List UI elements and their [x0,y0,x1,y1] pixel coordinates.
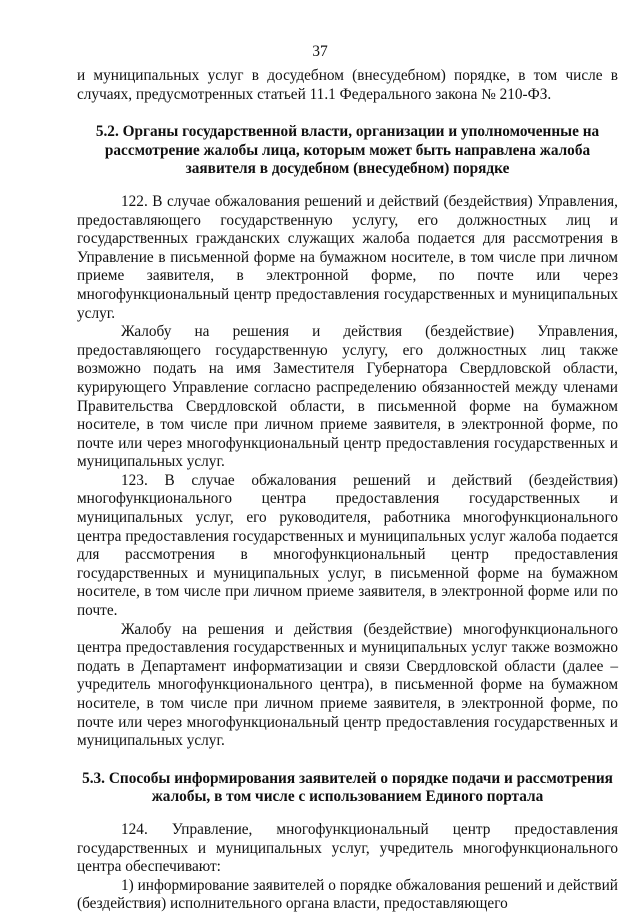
intro-paragraph: и муниципальных услуг в досудебном (внесудебном) порядке, в том числе в случаях, предусмотренных статьей 11.1 Федерального закона № 210-ФЗ. [77,67,618,103]
spacer [77,751,618,770]
spacer [77,104,618,123]
section-heading-5-2: 5.2. Органы государственной власти, организации и уполномоченные на рассмотрение жалобы лица, которым может быть направлена жалоба заявителя в досудебном (внесудебном) порядке [95,123,600,178]
document-body [77,67,618,914]
page-number: 37 [312,43,328,60]
section-heading-5-3: 5.3. Способы информирования заявителей о порядке подачи и рассмотрения жалобы, в том числе с использованием Единого портала [82,769,613,806]
paragraph-124-item-1: 1) информирование заявителей о порядке обжалования решений и действий (бездействия) исполнительного органа власти, предоставляющего [77,876,618,913]
paragraph-122-complaint: Жалобу на решения и действия (бездействие) Управления, предоставляющего государственную услугу, его должностных лиц также возможно подать на имя Заместителя Губернатора Свердловской области, курирующего Управление согласно распределению обязанностей между членами Правительства Свердловской области, в письменной форме на бумажном носителе, в том числе при личном приеме заявителя, в электронной форме, по почте или через многофункциональный центр предоставления государственных и муниципальных услуг. [77,323,618,471]
spacer [77,179,618,193]
paragraph-123: 123. В случае обжалования решений и действий (бездействия) многофункционального центра предоставления государственных и муниципальных услуг, его руководителя, работника многофункционального центра предоставления государственных и муниципальных услуг жалоба подается для рассмотрения в многофункциональный центр предоставления государственных и муниципальных услуг, в письменной форме на бумажном носителе, в том числе при личном приеме заявителя, в электронной форме или по почте. [77,471,618,620]
paragraph-123-complaint: Жалобу на решения и действия (бездействие) многофункционального центра предоставления государственных и муниципальных услуг также возможно подать в Департамент информатизации и связи Свердловской области (далее – учредитель многофункционального центра), в письменной форме на бумажном носителе, в том числе при личном приеме заявителя, в электронной форме, по почте или через многофункциональный центр предоставления государственных и муниципальных услуг. [77,620,618,750]
paragraph-122: 122. В случае обжалования решений и действий (бездействия) Управления, предоставляющего государственную услугу, его должностных лиц и государственных гражданских служащих жалоба подается для рассмотрения в Управление в письменной форме на бумажном носителе, в том числе при личном приеме заявителя, в электронной форме, по почте или через многофункциональный центр предоставления государственных и муниципальных услуг. [77,192,618,322]
paragraph-124: 124. Управление, многофункциональный центр предоставления государственных и муниципальных услуг, учредитель многофункционального центра обеспечивают: [77,820,618,876]
spacer [77,807,618,821]
